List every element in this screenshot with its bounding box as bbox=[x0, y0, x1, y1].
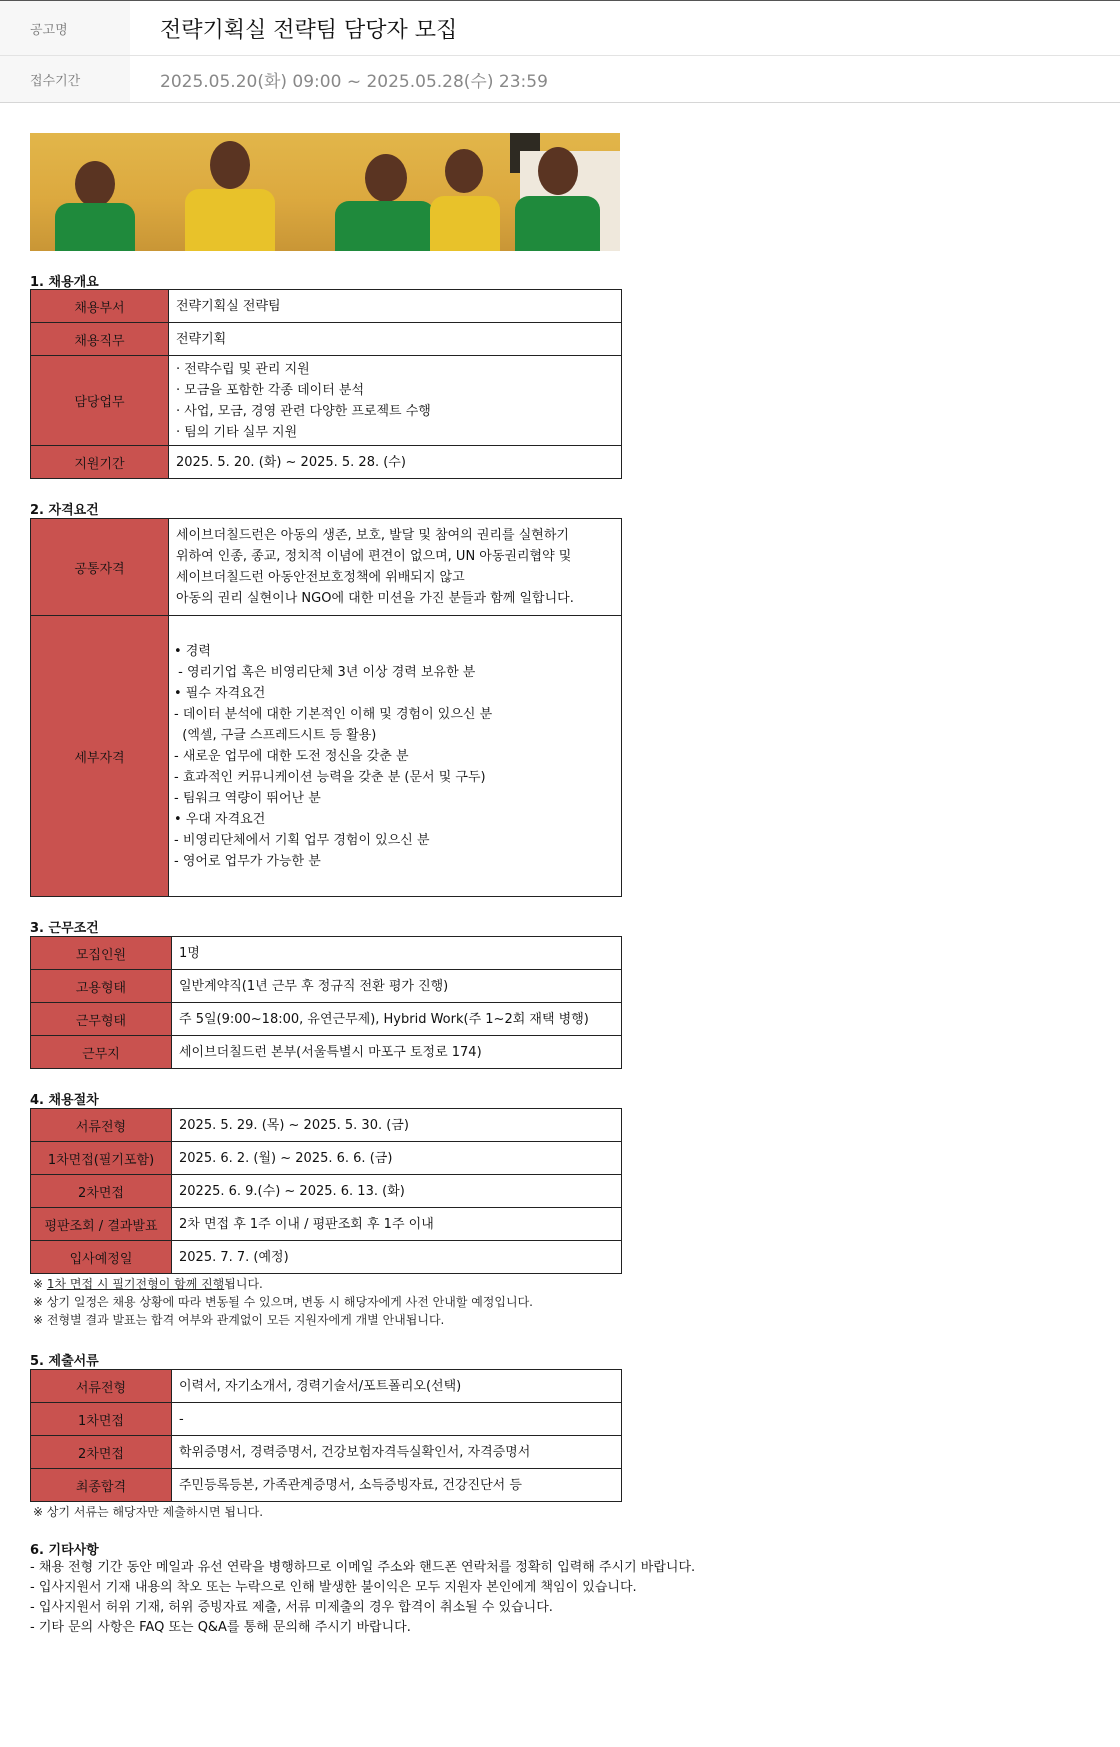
table-row bbox=[31, 1208, 622, 1241]
value-cell: 2025. 6. 2. (월) ~ 2025. 6. 6. (금) bbox=[172, 1142, 622, 1175]
text-line: - 효과적인 커뮤니케이션 능력을 갖춘 분 (문서 및 구두) bbox=[174, 769, 486, 785]
value-cell: 주 5일(9:00~18:00, 유연근무제), Hybrid Work(주 1~2회 재택 병행) bbox=[172, 1003, 622, 1036]
table-row bbox=[31, 1036, 622, 1069]
table-row bbox=[31, 1469, 622, 1502]
text-line: - 영리기업 혹은 비영리단체 3년 이상 경력 보유한 분 bbox=[174, 664, 476, 680]
table-row bbox=[31, 1403, 622, 1436]
section-2-heading: 2. 자격요건 bbox=[30, 503, 99, 518]
table-row bbox=[31, 970, 622, 1003]
page-title: 전략기획실 전략팀 담당자 모집 bbox=[160, 17, 458, 43]
text-line: • 우대 자격요건 bbox=[174, 811, 266, 827]
table-row bbox=[31, 1436, 622, 1469]
note-line: ※ 1차 면접 시 필기전형이 함께 진행됩니다. bbox=[33, 1277, 263, 1291]
value-cell: 학위증명서, 경력증명서, 건강보험자격득실확인서, 자격증명서 bbox=[172, 1436, 622, 1469]
text-line: - 비영리단체에서 기획 업무 경험이 있으신 분 bbox=[174, 832, 430, 848]
value-cell: 세이브더칠드런 본부(서울특별시 마포구 토정로 174) bbox=[172, 1036, 622, 1069]
section-2-table bbox=[30, 518, 622, 897]
title-label: 공고명 bbox=[0, 1, 130, 55]
value-cell: 2025. 5. 29. (목) ~ 2025. 5. 30. (금) bbox=[172, 1109, 622, 1142]
note-line: ※ 전형별 결과 발표는 합격 여부와 관계없이 모든 지원자에게 개별 안내됩니다. bbox=[33, 1313, 445, 1327]
key-cell: 서류전형 bbox=[31, 1109, 172, 1142]
key-cell: 모집인원 bbox=[31, 937, 172, 970]
title-row bbox=[0, 1, 1120, 56]
table-row bbox=[31, 1142, 622, 1175]
key-cell: 고용형태 bbox=[31, 970, 172, 1003]
value-cell: 2025. 7. 7. (예정) bbox=[172, 1241, 622, 1274]
value-cell: 전략기획 bbox=[169, 323, 622, 356]
value-cell bbox=[169, 519, 622, 616]
key-cell: 평판조회 / 결과발표 bbox=[31, 1208, 172, 1241]
text-line: - 새로운 업무에 대한 도전 정신을 갖춘 분 bbox=[174, 748, 409, 764]
key-cell: 2차면접 bbox=[31, 1175, 172, 1208]
list-item: - 채용 전형 기간 동안 메일과 유선 연락을 병행하므로 이메일 주소와 핸드폰 연락처를 정확히 입력해 주시기 바랍니다. bbox=[30, 1560, 696, 1575]
text-line: • 경력 bbox=[174, 643, 211, 659]
duty-line: · 모금을 포함한 각종 데이터 분석 bbox=[176, 382, 365, 398]
text-line: 아동의 권리 실현이나 NGO에 대한 미션을 가진 분들과 함께 일합니다. bbox=[176, 591, 574, 606]
value-cell: 2차 면접 후 1주 이내 / 평판조회 후 1주 이내 bbox=[172, 1208, 622, 1241]
section-1-heading: 1. 채용개요 bbox=[30, 275, 99, 290]
key-cell: 담당업무 bbox=[31, 356, 169, 446]
table-row bbox=[31, 1109, 622, 1142]
documents-note: ※ 상기 서류는 해당자만 제출하시면 됩니다. bbox=[33, 1505, 264, 1519]
section-3-table bbox=[30, 936, 622, 1069]
application-period: 2025.05.20(화) 09:00 ~ 2025.05.28(수) 23:59 bbox=[160, 71, 548, 92]
section-4-table bbox=[30, 1108, 622, 1274]
duty-line: · 전략수립 및 관리 지원 bbox=[176, 361, 310, 377]
key-cell: 채용직무 bbox=[31, 323, 169, 356]
table-row bbox=[31, 1175, 622, 1208]
schedule-notes bbox=[33, 1275, 533, 1329]
duty-line: · 팀의 기타 실무 지원 bbox=[176, 424, 298, 440]
value-cell: 1명 bbox=[172, 937, 622, 970]
text-line: 위하여 인종, 종교, 정치적 이념에 편견이 없으며, UN 아동권리협약 및 bbox=[176, 549, 572, 564]
key-cell: 세부자격 bbox=[31, 616, 169, 897]
list-item: - 입사지원서 허위 기재, 허위 증빙자료 제출, 서류 미제출의 경우 합격이 취소될 수 있습니다. bbox=[30, 1600, 553, 1615]
banner-image bbox=[30, 133, 620, 251]
value-cell: 일반계약직(1년 근무 후 정규직 전환 평가 진행) bbox=[172, 970, 622, 1003]
key-cell: 2차면접 bbox=[31, 1436, 172, 1469]
period-row bbox=[0, 56, 1120, 103]
section-4-heading: 4. 채용절차 bbox=[30, 1093, 99, 1108]
section-5-heading: 5. 제출서류 bbox=[30, 1354, 99, 1369]
table-row bbox=[31, 937, 622, 970]
text-line: 세이브더칠드런 아동안전보호정책에 위배되지 않고 bbox=[176, 570, 465, 585]
period-label: 접수기간 bbox=[0, 56, 130, 102]
key-cell: 서류전형 bbox=[31, 1370, 172, 1403]
value-cell: 전략기획실 전략팀 bbox=[169, 290, 622, 323]
section-5-table bbox=[30, 1369, 622, 1502]
list-item: - 입사지원서 기재 내용의 착오 또는 누락으로 인해 발생한 불이익은 모두 지원자 본인에게 책임이 있습니다. bbox=[30, 1580, 637, 1595]
key-cell: 최종합격 bbox=[31, 1469, 172, 1502]
table-row bbox=[31, 519, 622, 616]
table-row bbox=[31, 446, 622, 479]
key-cell: 지원기간 bbox=[31, 446, 169, 479]
key-cell: 1차면접(필기포함) bbox=[31, 1142, 172, 1175]
section-6-heading: 6. 기타사항 bbox=[30, 1543, 99, 1558]
text-line: (엑셀, 구글 스프레드시트 등 활용) bbox=[174, 727, 377, 743]
section-1-table bbox=[30, 289, 622, 479]
table-row bbox=[31, 1003, 622, 1036]
table-row bbox=[31, 323, 622, 356]
value-cell bbox=[169, 616, 622, 897]
key-cell: 채용부서 bbox=[31, 290, 169, 323]
section-3-heading: 3. 근무조건 bbox=[30, 921, 99, 936]
list-item: - 기타 문의 사항은 FAQ 또는 Q&A를 통해 문의해 주시기 바랍니다. bbox=[30, 1620, 411, 1635]
note-line: ※ 상기 일정은 채용 상황에 따라 변동될 수 있으며, 변동 시 해당자에게 사전 안내할 예정입니다. bbox=[33, 1295, 533, 1309]
text-line: • 필수 자격요건 bbox=[174, 685, 266, 701]
table-row bbox=[31, 1370, 622, 1403]
table-row bbox=[31, 356, 622, 446]
table-row bbox=[31, 1241, 622, 1274]
misc-list bbox=[30, 1558, 695, 1638]
duty-line: · 사업, 모금, 경영 관련 다양한 프로젝트 수행 bbox=[176, 403, 431, 419]
value-cell: 20225. 6. 9.(수) ~ 2025. 6. 13. (화) bbox=[172, 1175, 622, 1208]
text-line: - 영어로 업무가 가능한 분 bbox=[174, 853, 321, 869]
value-cell bbox=[169, 356, 622, 446]
key-cell: 근무지 bbox=[31, 1036, 172, 1069]
value-cell: 2025. 5. 20. (화) ~ 2025. 5. 28. (수) bbox=[169, 446, 622, 479]
key-cell: 근무형태 bbox=[31, 1003, 172, 1036]
text-line: - 팀워크 역량이 뛰어난 분 bbox=[174, 790, 321, 806]
text-line: 세이브더칠드런은 아동의 생존, 보호, 발달 및 참여의 권리를 실현하기 bbox=[176, 528, 569, 543]
table-row bbox=[31, 290, 622, 323]
key-cell: 1차면접 bbox=[31, 1403, 172, 1436]
value-cell: - bbox=[172, 1403, 622, 1436]
value-cell: 주민등록등본, 가족관계증명서, 소득증빙자료, 건강진단서 등 bbox=[172, 1469, 622, 1502]
value-cell: 이력서, 자기소개서, 경력기술서/포트폴리오(선택) bbox=[172, 1370, 622, 1403]
text-line: - 데이터 분석에 대한 기본적인 이해 및 경험이 있으신 분 bbox=[174, 706, 493, 722]
key-cell: 입사예정일 bbox=[31, 1241, 172, 1274]
table-row bbox=[31, 616, 622, 897]
key-cell: 공통자격 bbox=[31, 519, 169, 616]
